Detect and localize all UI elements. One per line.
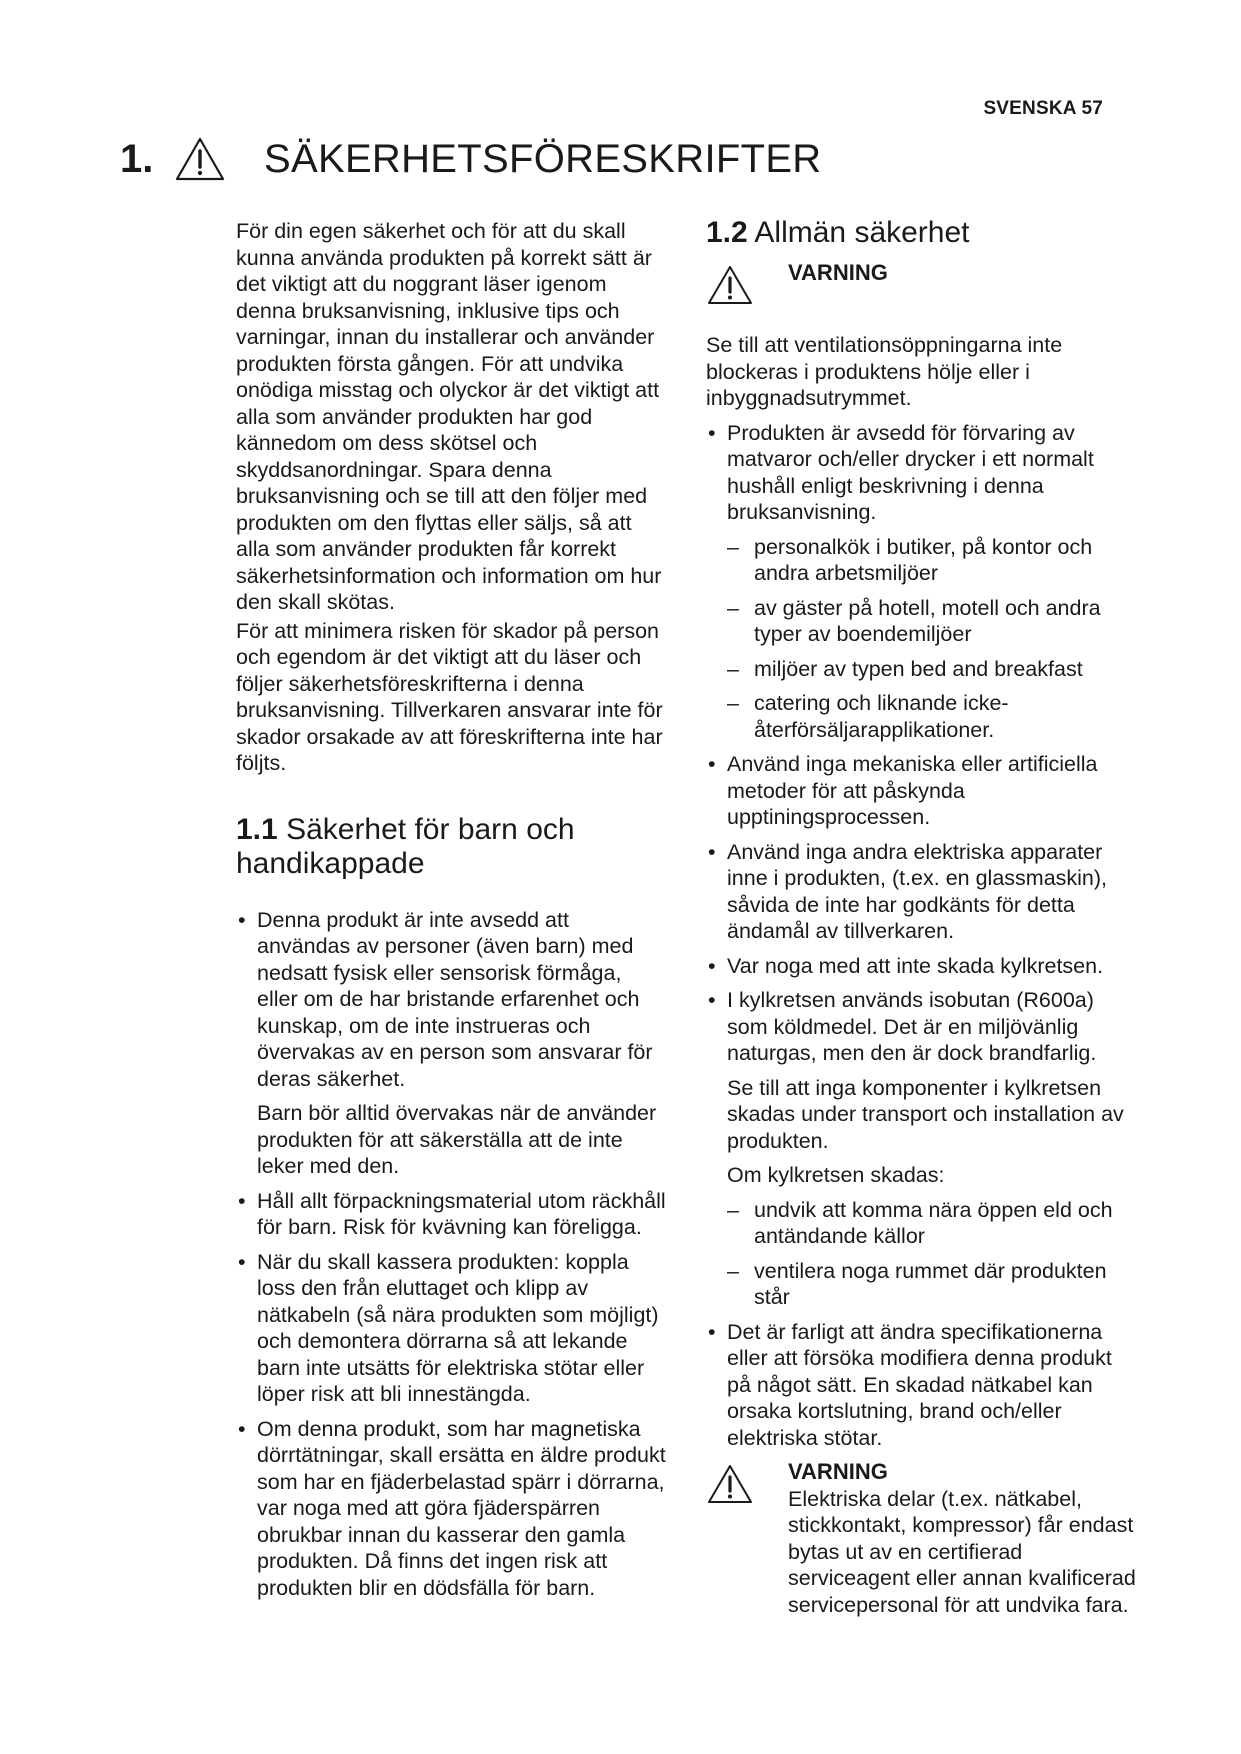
- warning-text-2: Elektriska delar (t.ex. nätkabel, stickkontakt, kompressor) får endast bytas ut av en certifierad serviceagent eller annan kvalificerad servicepersonal för att undvika fara.: [788, 1486, 1136, 1617]
- warning-text-1: Se till att ventilationsöppningarna inte blockeras i produktens hölje eller i inbyggnadsutrymmet.: [706, 333, 1063, 410]
- list-item-extra: Barn bör alltid övervakas när de använder produkten för att säkerställa att de inte leker med den.: [257, 1101, 657, 1178]
- chapter-title: SÄKERHETSFÖRESKRIFTER: [264, 136, 822, 181]
- chapter-heading: [120, 136, 822, 182]
- list-item-text: Håll allt förpackningsmaterial utom räckhåll för barn. Risk för kvävning kan föreligga.: [257, 1188, 666, 1239]
- section-title: Säkerhet för barn och handikappade: [236, 812, 575, 880]
- page-header: SVENSKA 57: [983, 98, 1103, 119]
- list-item: [236, 1416, 666, 1602]
- warning-block-1: [706, 260, 1136, 306]
- right-column: [706, 218, 1136, 1618]
- section-number: 1.2: [706, 216, 748, 249]
- list-item-text: Denna produkt är inte avsedd att användas av personer (även barn) med nedsatt fysisk eller sensorisk förmåga, eller om de har bristande erfarenhet och kunskap, om de inte instrueras och övervakas av en person som ansvarar för deras säkerhet.: [257, 907, 653, 1091]
- list-item: [706, 420, 1136, 744]
- list-item-text: Produkten är avsedd för förvaring av matvaror och/eller drycker i ett normalt hushåll enligt beskrivning i denna bruksanvisning.: [727, 420, 1094, 524]
- usage-environments-list: [727, 534, 1136, 744]
- list-item-text: Det är farligt att ändra specifikationerna eller att försöka modifiera denna produkt på något sätt. En skadad nätkabel kan orsaka kortslutning, brand och/eller elektriska stötar.: [727, 1319, 1112, 1450]
- section-heading-1-1: [236, 813, 666, 881]
- dash-item: – personalkök i butiker, på kontor och andra arbetsmiljöer: [727, 534, 1136, 587]
- damage-actions-list: [727, 1197, 1136, 1311]
- section-heading-1-2: [706, 216, 1136, 250]
- dash-item: – undvik att komma nära öppen eld och antändande källor: [727, 1197, 1136, 1250]
- list-item: [236, 1249, 666, 1408]
- section-number: 1.1: [236, 812, 278, 846]
- list-item-text: Använd inga andra elektriska apparater inne i produkten, (t.ex. en glassmaskin), såvida de inte har godkänts för detta ändamål av tillverkaren.: [727, 839, 1108, 943]
- child-safety-list: [236, 907, 666, 1602]
- list-item-text: När du skall kassera produkten: koppla loss den från eluttaget och klipp av nätkabeln (så nära produkten som möjligt) och demontera dörrarna så att lekande barn inte utsätts för elektriska stötar eller löper risk att bli innestängda.: [257, 1249, 659, 1406]
- section-title: Allmän säkerhet: [754, 216, 970, 249]
- dash-item: – ventilera noga rummet där produkten står: [727, 1258, 1136, 1311]
- list-item-text: Använd inga mekaniska eller artificiella metoder för att påskynda upptiningsprocessen.: [727, 752, 1098, 829]
- list-item-extra: Se till att inga komponenter i kylkretsen skadas under transport och installation av produkten.: [727, 1075, 1124, 1153]
- warning-block-2: [706, 1459, 1136, 1618]
- list-item: [236, 907, 666, 1180]
- list-item: [706, 1319, 1136, 1452]
- left-column: [236, 218, 666, 1609]
- intro-paragraph-2: För att minimera risken för skador på person och egendom är det viktigt att du läser och följer säkerhetsföreskrifterna i denna bruksanvisning. Tillverkaren ansvarar inte för skador orsakade av att föreskrifterna inte har följts.: [236, 618, 663, 775]
- list-item-text: Om denna produkt, som har magnetiska dörrtätningar, skall ersätta en äldre produkt som har en fjäderbelastad spärr i dörrarna, var noga med att göra fjäderspärren obrukbar innan du kasserar den gamla produkten. Då finns det ingen risk att produkten blir en dödsfälla för barn.: [257, 1416, 666, 1600]
- warning-triangle-icon: [706, 264, 754, 306]
- dash-item: – miljöer av typen bed and breakfast: [727, 656, 1136, 683]
- chapter-number: 1.: [120, 136, 154, 181]
- list-item-text: Var noga med att inte skada kylkretsen.: [727, 953, 1104, 978]
- warning-triangle-icon: [174, 136, 226, 182]
- warning-label: VARNING: [788, 1459, 888, 1484]
- general-safety-list: [706, 420, 1136, 1452]
- list-item: [236, 1188, 666, 1241]
- list-item: [706, 839, 1136, 945]
- list-item-text: I kylkretsen används isobutan (R600a) som köldmedel. Det är en miljövänlig naturgas, men den är dock brandfarlig.: [727, 988, 1097, 1065]
- list-item-extra: Om kylkretsen skadas:: [727, 1163, 945, 1187]
- list-item: [706, 987, 1136, 1311]
- list-item: [706, 953, 1136, 980]
- list-item: [706, 751, 1136, 831]
- warning-label: VARNING: [788, 260, 888, 285]
- intro-paragraph-1: För din egen säkerhet och för att du skall kunna använda produkten på korrekt sätt är det viktigt att du noggrant läser igenom denna bruksanvisning, inklusive tips och varningar, innan du installerar och använder produkten första gången. För att undvika onödiga misstag och olyckor är det viktigt att alla som använder produkten har god kännedom om dess skötsel och skyddsanordningar. Spara denna bruksanvisning och se till att den följer med produkten om den flyttas eller säljs, så att alla som använder produkten får korrekt säkerhetsinformation och information om hur den skall skötas.: [236, 219, 662, 614]
- warning-triangle-icon: [706, 1463, 754, 1505]
- dash-item: – av gäster på hotell, motell och andra typer av boendemiljöer: [727, 595, 1136, 648]
- dash-item: – catering och liknande icke-återförsäljarapplikationer.: [727, 690, 1136, 743]
